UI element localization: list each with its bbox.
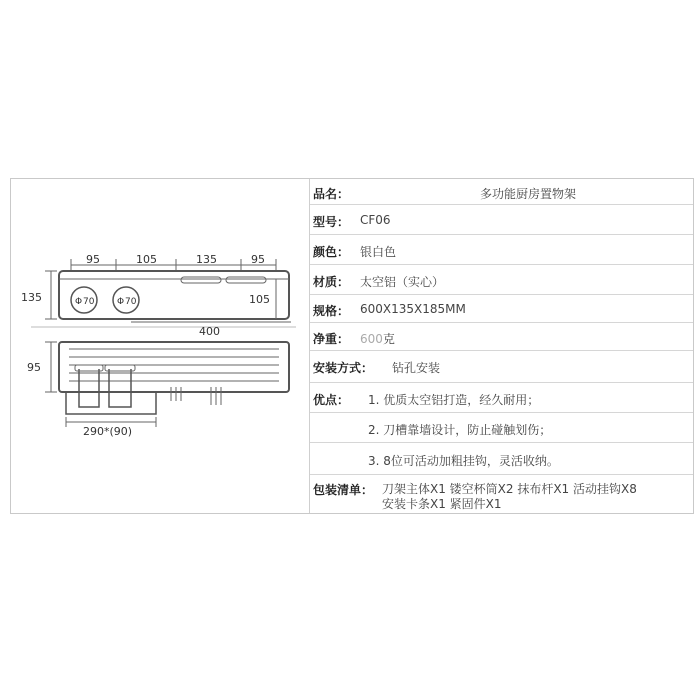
advantage-item-3: 3. 8位可活动加粗挂钩，灵活收纳。	[368, 454, 559, 468]
technical-drawing	[11, 179, 309, 513]
package-line-1: 刀架主体X1 镂空杯筒X2 抹布杆X1 活动挂钩X8	[382, 482, 637, 496]
hole-2-label: 70	[125, 297, 137, 307]
dim-length: 400	[199, 325, 220, 338]
weight-number: 600	[360, 332, 383, 346]
spec-row-model	[310, 205, 693, 235]
model-value: CF06	[360, 213, 391, 227]
install-value: 钻孔安装	[392, 361, 441, 375]
advantage-item-1: 1. 优质太空铝打造，经久耐用；	[368, 393, 540, 407]
weight-unit: 克	[382, 332, 395, 346]
advantages-label: 优点：	[313, 393, 350, 407]
hole-2-symbol: Φ	[117, 297, 125, 307]
name-label: 品名：	[313, 187, 350, 201]
spec-row-install	[310, 351, 693, 383]
dim-right-height: 105	[249, 293, 270, 306]
product-spec-card	[10, 178, 694, 514]
name-value: 多功能厨房置物架	[480, 187, 577, 201]
spec-row-color	[310, 235, 693, 265]
weight-value	[360, 330, 395, 347]
spec-row-name	[310, 179, 693, 205]
model-label: 型号：	[313, 215, 350, 229]
material-label: 材质：	[313, 275, 350, 289]
spec-row-advantage-1	[310, 383, 693, 413]
spec-row-package	[310, 475, 693, 513]
hole-1-symbol: Φ	[75, 297, 83, 307]
dim-top-1: 95	[86, 253, 100, 266]
hole-1-label: 70	[83, 297, 95, 307]
rack-drawing	[11, 179, 309, 513]
spec-row-size	[310, 295, 693, 323]
color-value: 银白色	[360, 245, 397, 259]
size-value: 600X135X185MM	[360, 302, 466, 316]
install-label: 安装方式：	[313, 361, 374, 375]
spec-row-advantage-2	[310, 413, 693, 443]
color-label: 颜色：	[313, 245, 350, 259]
dim-top-4: 95	[251, 253, 265, 266]
dim-top-2: 105	[136, 253, 157, 266]
dim-bottom-width: 290*(90)	[83, 425, 133, 438]
weight-label: 净重：	[313, 332, 350, 346]
size-label: 规格：	[313, 304, 350, 318]
spec-row-advantage-3	[310, 443, 693, 475]
package-line-2: 安装卡条X1 紧固件X1	[382, 497, 502, 511]
spec-row-weight	[310, 323, 693, 351]
spec-row-material	[310, 265, 693, 295]
dim-top-3: 135	[196, 253, 217, 266]
dim-bottom-left: 95	[27, 361, 41, 374]
material-value: 太空铝（实心）	[360, 275, 445, 289]
dim-left-height: 135	[21, 291, 42, 304]
advantage-item-2: 2. 刀槽靠墙设计，防止碰触划伤；	[368, 423, 552, 437]
spec-list	[310, 179, 693, 513]
package-label: 包装清单：	[313, 483, 374, 497]
